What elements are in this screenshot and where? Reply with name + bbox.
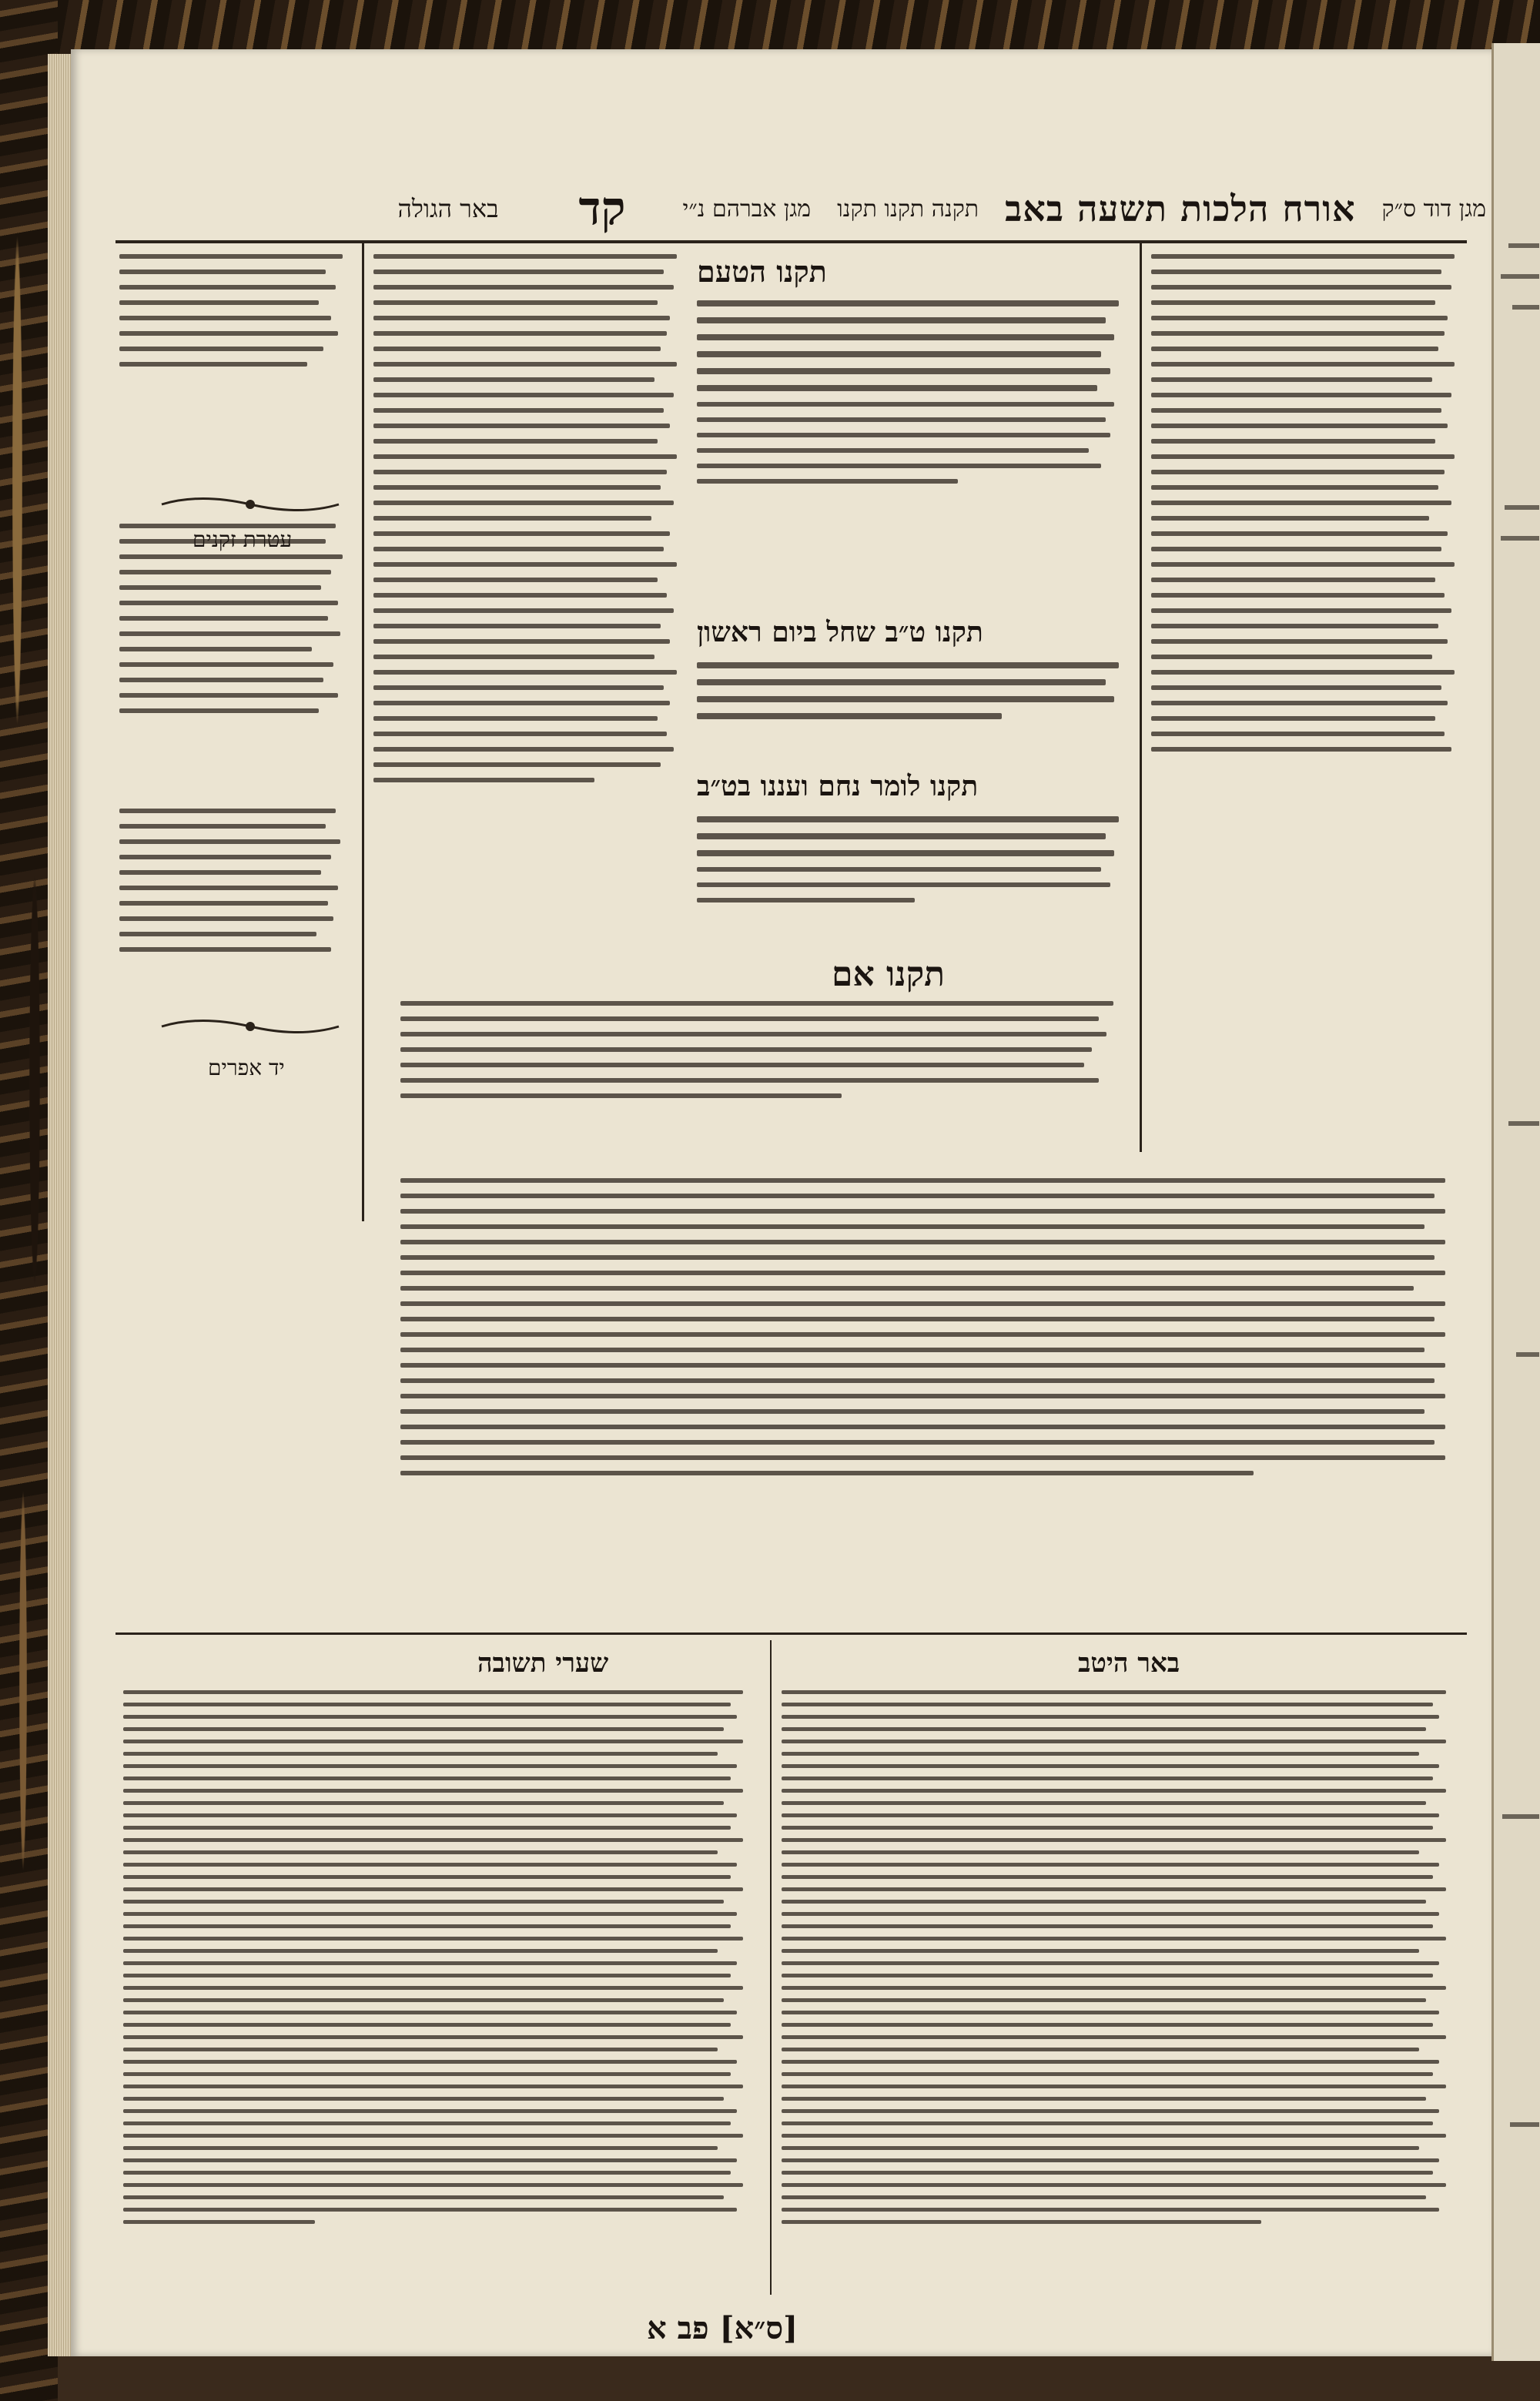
full-width-commentary xyxy=(400,1178,1467,1625)
header-rule xyxy=(116,240,1467,243)
bottom-title-beer-heitev: באר היטב xyxy=(1078,1648,1180,1679)
section-heading-im: תקנו אם xyxy=(832,955,945,994)
header-title: אורח הלכות תשעה באב xyxy=(1005,188,1356,229)
main-text-4 xyxy=(400,1001,1136,1178)
signature-mark: [ס״א] פב א xyxy=(647,2310,798,2346)
section-heading-sunday: תקנו ט״ב שחל ביום ראשון xyxy=(697,616,983,648)
bottom-column-rule xyxy=(770,1640,772,2295)
next-page-edge xyxy=(1491,43,1540,2361)
taz-column xyxy=(1151,254,1467,1155)
column-rule-right xyxy=(1140,243,1142,1152)
main-text-1 xyxy=(697,300,1132,608)
main-text-3 xyxy=(697,816,1132,947)
section-heading-taam: תקנו הטעם xyxy=(697,254,827,289)
label-ateret-zekenim: עטרת זקנים xyxy=(192,527,293,552)
marbled-board-top xyxy=(0,0,1540,55)
footnote-rule xyxy=(116,1632,1467,1635)
page-number: קד xyxy=(578,182,626,236)
label-yad-efraim: יד אפרים xyxy=(208,1055,285,1080)
section-heading-nachem: תקנו לומר נחם ועננו בט״ב xyxy=(697,770,979,802)
shaarei-teshuva-column xyxy=(123,1690,762,2299)
column-rule-left xyxy=(362,243,364,1221)
header-right: מגן דוד ס״ק xyxy=(1381,195,1486,223)
main-text-2 xyxy=(697,662,1132,762)
page-edges xyxy=(48,54,72,2356)
ornament-divider-2 xyxy=(154,1015,346,1038)
header-left-commentary: מגן אברהם נ״י xyxy=(682,195,812,223)
bottom-title-shaarei-teshuva: שערי תשובה xyxy=(477,1648,609,1679)
beer-heitev-column xyxy=(782,1690,1467,2299)
header-far-left: באר הגולה xyxy=(397,194,499,223)
running-header xyxy=(254,182,1486,236)
header-sections: תקנה תקנו תקנו xyxy=(837,195,979,223)
ornament-divider-1 xyxy=(154,493,346,516)
